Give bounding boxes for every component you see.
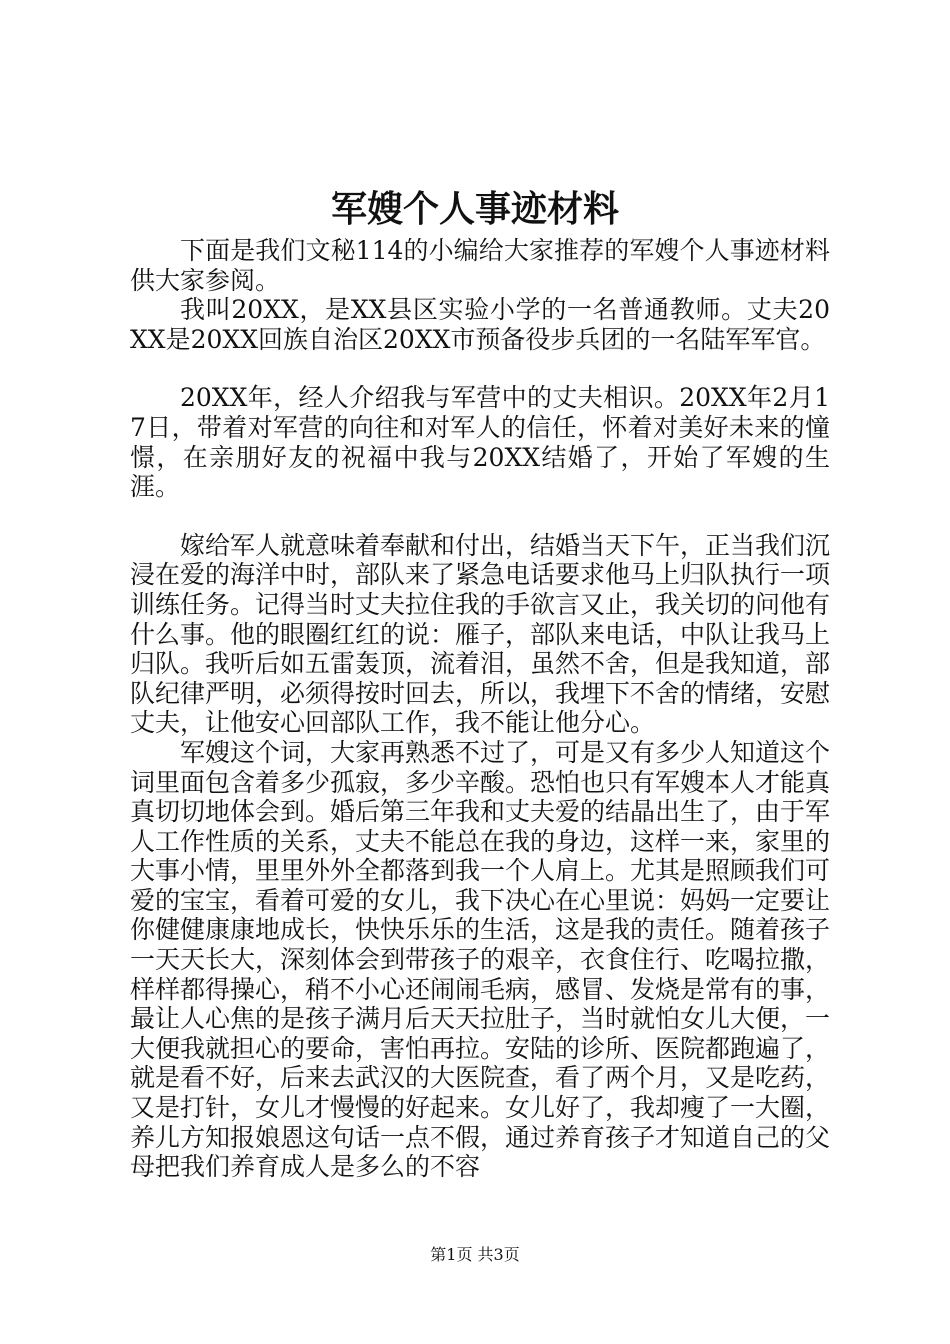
document-body — [130, 236, 830, 1182]
page-number-footer: 第1页 共3页 — [430, 1245, 520, 1264]
document-title: 军嫂个人事迹材料 — [330, 188, 619, 230]
paragraph-military-wife: 军嫂这个词，大家再熟悉不过了，可是又有多少人知道这个词里面包含着多少孤寂，多少辛酸。恐怕也只有军嫂本人才能真真切切地体会到。婚后第三年我和丈夫爱的结晶出生了，由于军人工作性质的关系，丈夫不能总在我的身边，这样一来，家里的大事小情，里里外外全都落到我一个人肩上。尤其是照顾我们可爱的宝宝，看着可爱的女儿，我下决心在心里说：妈妈一定要让你健健康康地成长，快快乐乐的生活，这是我的责任。随着孩子一天天长大，深刻体会到带孩子的艰辛，衣食住行、吃喝拉撒，样样都得操心，稍不小心还闹闹毛病，感冒、发烧是常有的事，最让人心焦的是孩子满月后天天拉肚子，当时就怕女儿大便，一大便我就担心的要命，害怕再拉。安陆的诊所、医院都跑遍了，就是看不好，后来去武汉的大医院查，看了两个月，又是吃药，又是打针，女儿才慢慢的好起来。女儿好了，我却瘦了一大圈，养儿方知报娘恩这句话一点不假，通过养育孩子才知道自己的父母把我们养育成人是多么的不容 — [130, 737, 831, 1182]
paragraph-marriage: 20XX年，经人介绍我与军营中的丈夫相识。20XX年2月17日，带着对军营的向往和对军人的信任，怀着对美好未来的憧憬，在亲朋好友的祝福中我与20XX结婚了，开始了军嫂的生涯。 — [130, 383, 830, 502]
paragraph-wedding-day: 嫁给军人就意味着奉献和付出，结婚当天下午，正当我们沉浸在爱的海洋中时，部队来了紧急电话要求他马上归队执行一项训练任务。记得当时丈夫拉住我的手欲言又止，我关切的问他有什么事。他的眼圈红红的说：雁子，部队来电话，中队让我马上归队。我听后如五雷轰顶，流着泪，虽然不舍，但是我知道，部队纪律严明，必须得按时回去，所以，我埋下不舍的情绪，安慰丈夫，让他安心回部队工作，我不能让他分心。 — [130, 530, 831, 738]
paragraph-self-introduction: 我叫20XX，是XX县区实验小学的一名普通教师。丈夫20XX是20XX回族自治区20XX市预备役步兵团的一名陆军军官。 — [130, 295, 830, 354]
paragraph-intro: 下面是我们文秘114的小编给大家推荐的军嫂个人事迹材料供大家参阅。 — [130, 236, 830, 295]
